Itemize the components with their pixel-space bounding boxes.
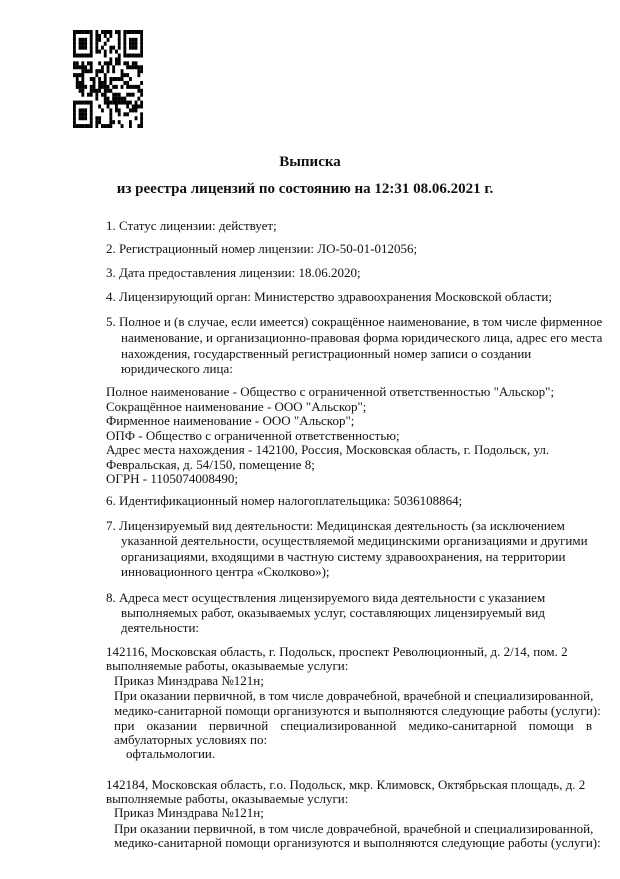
item-7-line: организациями, входящими в частную систему здравоохранения, на территории	[121, 549, 566, 564]
service-line: офтальмологии.	[126, 746, 216, 761]
service-line: При оказании первичной, в том числе доврачебной, врачебной и специализированной,	[114, 821, 594, 836]
item-5-line: нахождения, государственный регистрационный номер записи о создании	[121, 346, 532, 361]
item-4: 4. Лицензирующий орган: Министерство здравоохранения Московской области;	[106, 289, 552, 304]
address-1: 142116, Московская область, г. Подольск, проспект Революционный, д. 2/14, пом. 2	[106, 644, 568, 659]
item-7-line: 7. Лицензируемый вид деятельности: Медицинская деятельность (за исключением	[106, 518, 565, 533]
service-line: при оказании первичной специализированной медико-санитарной помощи в	[114, 718, 592, 733]
item-5-line: наименование, и организационно-правовая форма юридического лица, адрес его места	[121, 330, 603, 345]
works-label: выполняемые работы, оказываемые услуги:	[106, 658, 349, 673]
item-8-line: 8. Адреса мест осуществления лицензируемого вида деятельности с указанием	[106, 590, 546, 605]
document-title: Выписка	[279, 154, 341, 170]
qr-code	[73, 30, 143, 128]
item-7-line: инновационного центра «Сколково»);	[121, 564, 330, 579]
service-line: медико-санитарной помощи организуются и выполняются следующие работы (услуги):	[114, 835, 601, 850]
org-ogrn: ОГРН - 1105074008490;	[106, 471, 238, 486]
order: Приказ Минздрава №121н;	[114, 673, 264, 688]
item-5-line: юридического лица:	[121, 361, 233, 376]
item-8-line: выполняемых работ, оказываемых услуг, составляющих лицензируемый вид	[121, 605, 545, 620]
item-1: 1. Статус лицензии: действует;	[106, 218, 277, 233]
order: Приказ Минздрава №121н;	[114, 805, 264, 820]
item-7-line: указанной деятельности, осуществляемой медицинскими организациями и другими	[121, 533, 588, 548]
org-address: Адрес места нахождения - 142100, Россия, Московская область, г. Подольск, ул.	[106, 442, 550, 457]
document-subtitle: из реестра лицензий по состоянию на 12:31 08.06.2021 г.	[116, 181, 494, 197]
service-line: При оказании первичной, в том числе доврачебной, врачебной и специализированной,	[114, 688, 594, 703]
org-full-name: Полное наименование - Общество с ограниченной ответственностью "Альскор";	[106, 384, 555, 399]
address-2: 142184, Московская область, г.о. Подольск, мкр. Климовск, Октябрьская площадь, д. 2	[106, 777, 586, 792]
item-6: 6. Идентификационный номер налогоплательщика: 5036108864;	[106, 493, 463, 508]
item-2: 2. Регистрационный номер лицензии: ЛО-50-01-012056;	[106, 241, 418, 256]
item-8-line: деятельности:	[121, 620, 200, 635]
item-3: 3. Дата предоставления лицензии: 18.06.2020;	[106, 265, 361, 280]
org-opf: ОПФ - Общество с ограниченной ответственностью;	[106, 428, 400, 443]
works-label: выполняемые работы, оказываемые услуги:	[106, 791, 349, 806]
org-short-name: Сокращённое наименование - ООО "Альскор";	[106, 399, 367, 414]
item-5-line: 5. Полное и (в случае, если имеется) сокращённое наименование, в том числе фирменное	[106, 314, 603, 329]
org-address-cont: Февральская, д. 54/150, помещение 8;	[106, 457, 315, 472]
org-firm-name: Фирменное наименование - ООО "Альскор";	[106, 413, 355, 428]
service-line: медико-санитарной помощи организуются и выполняются следующие работы (услуги):	[114, 703, 601, 718]
service-line: амбулаторных условиях по:	[114, 732, 268, 747]
